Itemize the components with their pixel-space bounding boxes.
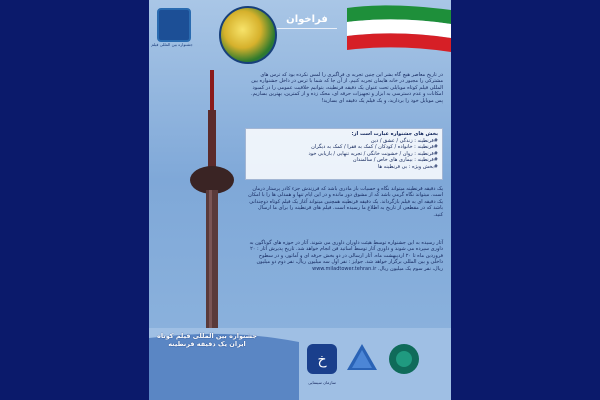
organization-logo-icon — [157, 8, 191, 42]
title-underline — [277, 28, 337, 29]
iran-flag-icon — [337, 0, 451, 60]
svg-text:خ: خ — [317, 352, 327, 368]
section-item: #قرنطینه : زندگی / عشق / دین — [370, 137, 438, 144]
description-paragraph: یک دقیقه قرنطینه میتواند نگاه و حسیات باز مادری باشد که فرزندش جزء کادر پرستار درمان است. میتواند نگاه گرمی باشد که از مشوق دور مانده و در این ایام تنها و همدلی ها را با امکان یک دقیقه ای به فیلم بازگرداند. یک دقیقه قرنطینه همچنین میتواند آغاز یک فیلم کوتاه دوچندانی باشد که در مقطعی از تاریخ به اطلاع ما رسیده است. فیلم های قرنطینه را برای ما ارسال کنید. — [248, 186, 443, 218]
festival-emblem-icon — [219, 6, 277, 64]
section-item: #بخش ویژه : بی قرنطینه ها — [377, 163, 438, 170]
sponsor-logo-caption: سازمان سینمایی — [308, 380, 336, 385]
sections-heading: بخش های جشنواره عبارت است از: — [351, 131, 438, 137]
rules-paragraph: آثار رسیده به این جشنواره توسط هیئت داوران داوری می شوند. آثار در حوزه های گوناگون به داوری سپرده می شوند و داوری آثار توسط اساتید فن انجام خواهد شد. تاریخ پذیرش آثار : ۲۰ فروردین ماه تا ۲۰ اردیبهشت ماه. آثار ارسالی در دو بخش حرفه ای و آماتور، و در سطوح داخلی و بین المللی برگزار خواهد شد. جوایز : نفر اول سه میلیون ریال، نفر دوم دو میلیون ریال، نفر سوم یک میلیون ریال. www.miladtower.tehran.ir — [249, 240, 443, 272]
poster-header — [149, 0, 451, 68]
section-item: #قرنطینه : روان / خشونت خانگی / تجربه تنهایی / بازیابی خود — [308, 150, 438, 157]
ministry-emblem-icon — [345, 342, 379, 376]
sponsor-logo-icon — [305, 342, 339, 376]
festival-name: جشنواره بین المللی فیلم کوتاه ایران یک دقیقه قرنطینه — [157, 332, 257, 348]
tehran-municipality-logo-icon — [387, 342, 421, 376]
milad-tower-illustration — [189, 70, 235, 360]
festival-poster — [149, 0, 451, 400]
festival-sections-box — [245, 128, 443, 180]
page-title: فراخوان — [286, 14, 328, 25]
section-item: #قرنطینه : بیماری های خاص / سالمندان — [352, 157, 438, 164]
intro-paragraph: در تاریخ معاصر هیچ گاه بشر این چنین تجربه ی فراگیری را لمس نکرده بود که ترس های مشترکی را مجبور در خانه هایمان تجربه کنیم. از آن جا که شما با ترس در داخل جشنواره بین المللی فیلم کوتاه موبایلی تحت عنوان یک دقیقه قرنطینه، بتوانیم خلاقیت عمومی را در کمبود امکانات و عدم دسترسی به ابزار و تجهیزات حرفه ای، محک زده و از کمترین، بهترین بسازیم. پس موبایل خود را بردارید، و یک فیلم یک دقیقه ای بسازید! — [251, 72, 443, 104]
section-item: #قرنطینه : خانواده / کودکان / کمک به فقرا / کمک به دیگران — [311, 144, 438, 151]
organization-logo-caption: جشنواره بین المللی فیلم — [151, 42, 193, 47]
